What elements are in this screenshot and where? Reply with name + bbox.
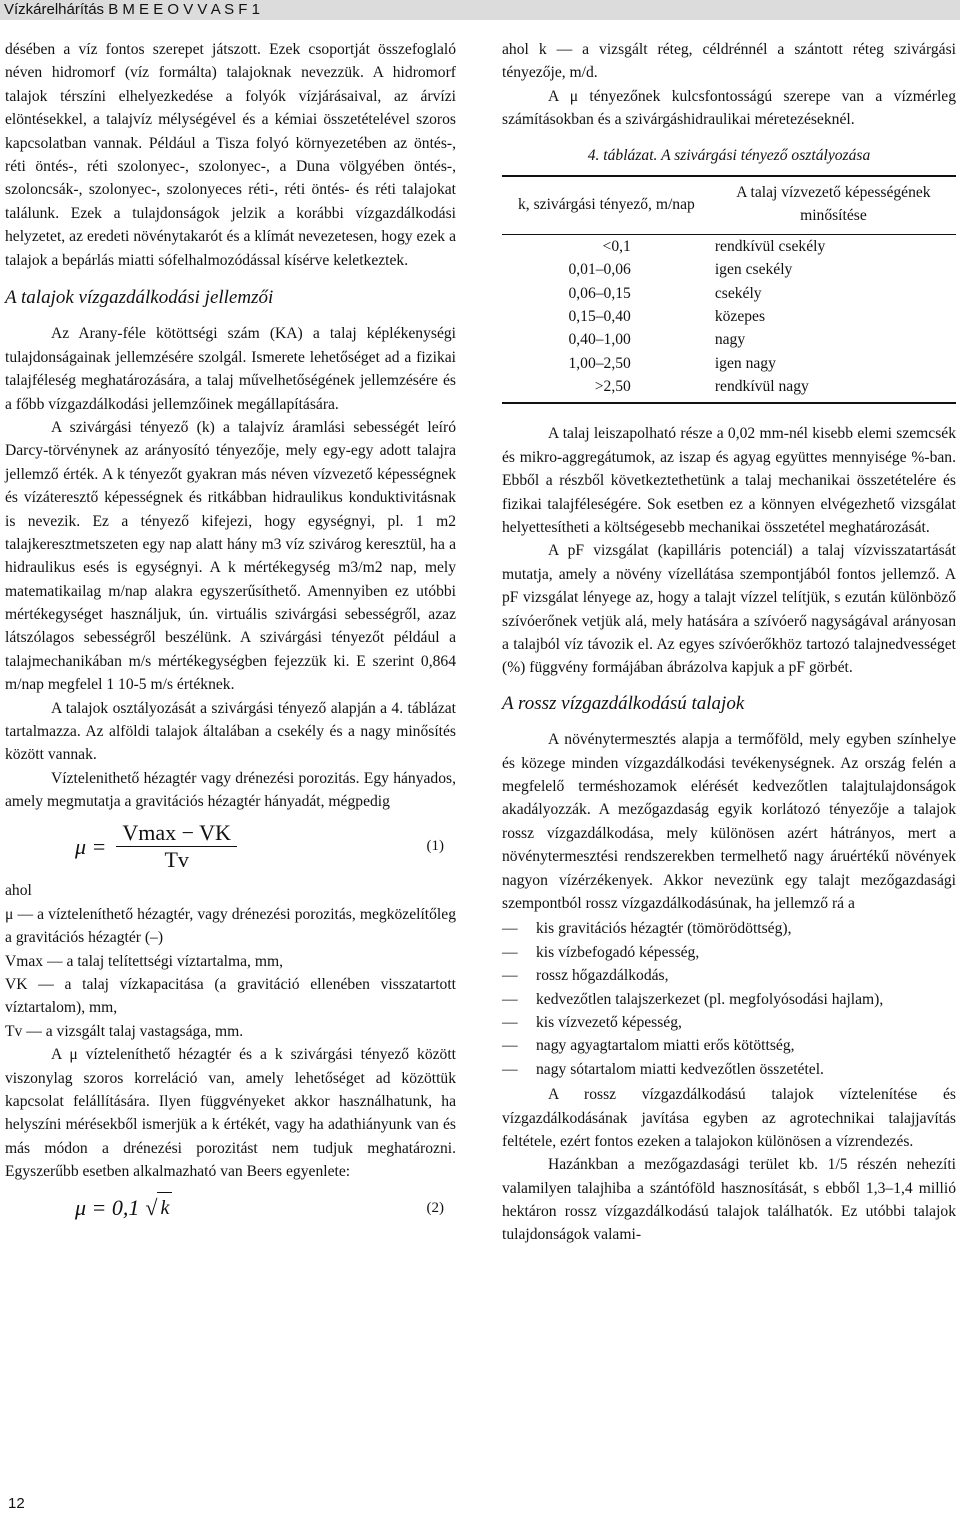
- paragraph: A μ vízteleníthető hézagtér és a k szivárgási tényező között viszonylag szoros korreláció van, amely lehetőséget ad közöttük kapcsolat felállítására. Ilyen függvényeket akkor használhatunk, ha helyszíni mérésekből ismerjük a k értékét, vagy ha adathiányunk van és más módon a drénezési porozitást nem tudjuk meghatározni. Egyszerűbb esetben alkalmazható van Beers egyenlete:: [5, 1046, 456, 1181]
- section-heading: A talajok vízgazdálkodási jellemzői: [5, 286, 274, 308]
- equation-fraction: [116, 820, 237, 874]
- paragraph: A talaj leiszapolható része a 0,02 mm-nél kisebb elemi szemcsék és mikro-aggregátumok, az iszap és agyag együttes mennyisége %-ban. Ebből a részből következtethetünk a talaj mechanikai összetételére és fizikai talajféleségére. Sok esetben ez a könnyen elvégezhető vizsgálat helyettesítheti a költségesebb mechanikai összetétel meghatározását.: [502, 425, 956, 537]
- equation-number: (1): [426, 838, 444, 855]
- paragraph: ahol k — a vizsgált réteg, céldrénnél a szántott réteg szivárgási tényezője, m/d.: [502, 41, 956, 82]
- definition-mu: μ — a vízteleníthető hézagtér, vagy drénezési porozitás, megközelítőleg a gravitációs hézagtér (–): [5, 905, 456, 947]
- definition-vmax: Vmax — a talaj telítettségi víztartalma, mm,: [5, 952, 283, 970]
- table-header: A talaj vízvezető képességének minősítése: [711, 176, 956, 234]
- paragraph: A μ tényezőnek kulcsfontosságú szerepe van a vízmérleg számításokban és a szivárgáshidraulikai méretezéseknél.: [502, 87, 956, 129]
- list-item: — rossz hőgazdálkodás,: [502, 964, 956, 987]
- equation-2: [5, 1191, 456, 1224]
- table-cell: <0,1: [602, 237, 631, 255]
- equation-1: [5, 820, 456, 874]
- table-row: [502, 234, 956, 258]
- table-cell: 0,01–0,06: [568, 261, 631, 279]
- running-header: Vízkárelhárítás B M E E O V V A S F 1: [0, 0, 960, 20]
- list-item: — kis vízvezető képesség,: [502, 1011, 956, 1034]
- table-cell: közepes: [714, 307, 766, 325]
- table-cell: nagy: [714, 331, 746, 349]
- list-item: — nagy sótartalom miatti kedvezőtlen összetétel.: [502, 1058, 956, 1081]
- paragraph: A pF vizsgálat (kapilláris potenciál) a talaj vízvisszatartását mutatja, amely a növény vízellátása szempontjából fontos jellemző. A pF vizsgálat lényege az, hogy a talajt vízzel telítjük, s ezután különböző szívóerőnek vetjük alá, mely hatására a szívóerő nagyságával arányosan a talajból víz távozik el. Az egyes szívóerőkhöz tartozó talajnedvességet (%) függvény formájában ábrázolva kapjuk a pF görbét.: [502, 542, 956, 677]
- table-row: [502, 282, 956, 305]
- list-item: — kedvezőtlen talajszerkezet (pl. megfolyósodási hajlam),: [502, 988, 956, 1011]
- list-item: — kis vízbefogadó képesség,: [502, 941, 956, 964]
- table-row: [502, 352, 956, 375]
- table-cell: 0,15–0,40: [568, 307, 631, 325]
- paragraph: ahol: [5, 882, 32, 900]
- sqrt-sign: √: [145, 1195, 158, 1221]
- table-header: k, szivárgási tényező, m/nap: [502, 176, 711, 234]
- table-row: [502, 375, 956, 403]
- table-cell: csekély: [714, 284, 762, 302]
- equation-numerator: Vmax − VK: [116, 820, 237, 847]
- equation-number: (2): [426, 1199, 444, 1216]
- paragraph: A növénytermesztés alapja a termőföld, mely egyben színhelye és közege minden vízgazdálkodási tevékenységnek. Az ország felén a megfelelő terméshozamok elérését kedvezőtlen talajtulajdonságok akadályozzák. A mezőgazdaság egyik korlátozó tényezője a talajok rossz vízgazdálkodása, mely különösen azért hátrányos, mert a növénytermesztési rendszerekben termelhető nagy áruértékű növények nagyon vízérzékenyek. Akkor nevezünk egy talajt mezőgazdasági szempontból rossz vízgazdálkodásúnak, ha jellemző rá a: [502, 731, 956, 912]
- definition-vk: VK — a talaj vízkapacitása (a gravitáció ellenében visszatartott víztartalom), mm,: [5, 975, 456, 1017]
- paragraph: A rossz vízgazdálkodású talajok víztelenítése és vízgazdálkodásának javítása egyben az agrotechnikai talajjavítás feltétele, ezért fontos ezeken a talajokon különösen a vízrendezés.: [502, 1086, 956, 1150]
- equation-lhs: μ = 0,1: [75, 1195, 140, 1221]
- table-row: [502, 328, 956, 351]
- right-column: [502, 38, 956, 1247]
- table-cell: >2,50: [502, 375, 711, 403]
- table-cell: rendkívül nagy: [711, 375, 956, 403]
- equation-denominator: Tv: [164, 847, 189, 872]
- left-column: [5, 38, 456, 1230]
- paragraph: Az Arany-féle kötöttségi szám (KA) a talaj képlékenységi tulajdonságainak jellemzésére szolgál. Ismerete lehetőséget ad a fizikai talajféleség meghatározására, a talaj művelhetőségének jellemzésére és a főbb vízgazdálkodási jellemzőinek megállapítására.: [5, 325, 456, 413]
- table-caption: 4. táblázat. A szivárgási tényező osztályozása: [587, 146, 871, 164]
- definition-tv: Tv — a vizsgált talaj vastagsága, mm.: [5, 1022, 244, 1040]
- section-heading: A rossz vízgazdálkodású talajok: [502, 692, 745, 714]
- paragraph: A talajok osztályozását a szivárgási tényező alapján a 4. táblázat tartalmazza. Az alföldi talajok általában a csekély és a nagy minősítés között vannak.: [5, 699, 456, 764]
- list-item: — nagy agyagtartalom miatti erős kötöttség,: [502, 1034, 956, 1057]
- table-cell: 0,40–1,00: [568, 331, 631, 349]
- equation-lhs: μ =: [75, 834, 107, 859]
- table-cell: igen nagy: [714, 354, 776, 372]
- list-item: — kis gravitációs hézagtér (tömörödöttség),: [502, 917, 956, 940]
- paragraph: A szivárgási tényező (k) a talajvíz áramlási sebességét leíró Darcy-törvénynek az arányosító tényezője, mely egy-egy adott talajra jellemző érték. A k tényezőt gyakran más néven vízvezető képességnek és vízáteresztő képességnek és ritkábban hidraulikus konduktivitásnak is nevezik. Ez a tényező kifejezi, hogy egységnyi, pl. 1 m2 talajkeresztmetszeten egy nap alatt hány m3 víz szivárog keresztül, ha a hidraulikus esés is egységnyi. A k mértékegység m3/m2 nap, mely matematikailag m/nap alakra egyszerűsíthető. Amennyiben ez utóbbi mértékegységet használjuk, ún. virtuális szivárgási sebességről, azaz látszólagos sebességről beszélünk. A szivárgási tényezőt például a talajmechanikában m/s mértékegységben fejezzük ki. E szerint 0,864 m/nap megfelel 1 10-5 m/s értéknek.: [5, 418, 456, 694]
- table-cell: 1,00–2,50: [568, 354, 631, 372]
- paragraph: désében a víz fontos szerepet játszott. Ezek csoportját összefoglaló néven hidromorf (víz formálta) talajoknak nevezzük. A hidromorf talajok térszíni elhelyezkedése a folyók vízjárásaival, az árvízi elöntésekkel, a talajvíz mélységével és a kémiai összetételével szoros kapcsolatban vannak. Például a Tisza folyó környezetében az öntés-, réti öntés-, réti szolonyec-, szolonyec-, a Duna völgyében öntés-, szoloncsák-, szolonyec-, szolonyeces réti-, réti öntés- és réti talajokat találunk. Ezek a tulajdonságok jelzik a korábbi vízgazdálkodási helyzetet, az eredeti növénytakarót és a klímát nevezetesen, hogy ezek a talajok a bepárlás miatti sófelhalmozódással kísérve keletkeztek.: [5, 41, 456, 269]
- page-number: 12: [8, 1495, 25, 1512]
- equation-radicand: k: [157, 1192, 172, 1223]
- classification-table: [502, 175, 956, 405]
- table-cell: 0,06–0,15: [568, 284, 631, 302]
- bullet-list: [502, 917, 956, 1081]
- table-row: [502, 305, 956, 328]
- table-row: [502, 258, 956, 281]
- paragraph: Víztelenithető hézagtér vagy drénezési porozitás. Egy hányados, amely megmutatja a gravitációs hézagtér hányadát, mégpedig: [5, 769, 456, 811]
- table-cell: rendkívül csekély: [714, 237, 826, 255]
- table-cell: igen csekély: [714, 261, 793, 279]
- paragraph: Hazánkban a mezőgazdasági terület kb. 1/5 részén nehezíti valamilyen talajhiba a szántóföld hasznosítását, s ebből 1,3–1,4 millió hektáron rossz vízgazdálkodású talajok találhatók. Ez utóbbi talajok tulajdonságok valami-: [502, 1156, 956, 1244]
